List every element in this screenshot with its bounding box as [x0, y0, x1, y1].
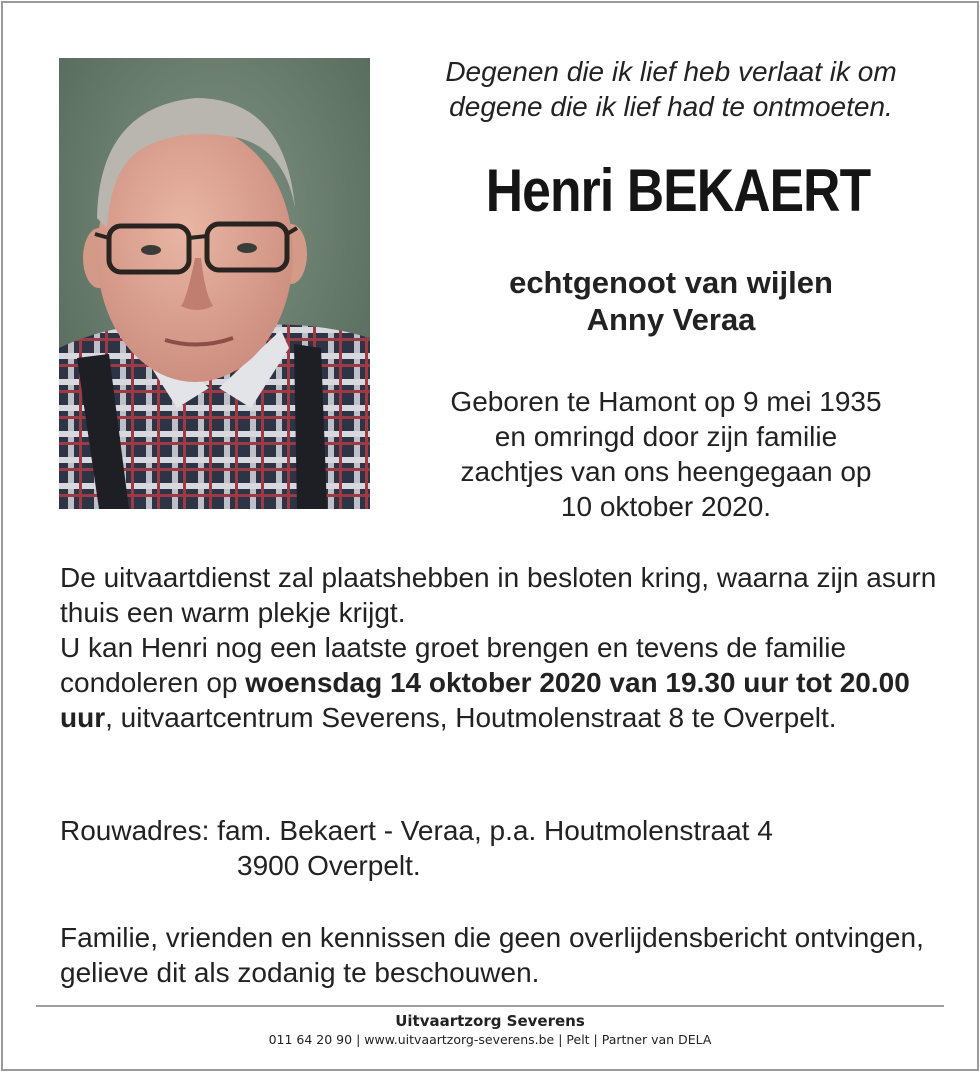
service-sentence-1: De uitvaartdienst zal plaatshebben in besloten kring, waarna zijn asurn thuis een warm plekje krijgt. — [60, 562, 937, 628]
footer-contact-info: 011 64 20 90 | www.uitvaartzorg-severens.be | Pelt | Partner van DELA — [268, 1032, 712, 1047]
service-date-time: woensdag 14 oktober 2020 van 19.30 uur tot 20.00 uur — [60, 667, 910, 733]
footer-divider — [36, 1005, 944, 1007]
epitaph-quote — [400, 54, 942, 124]
spouse-line: Anny Veraa — [586, 302, 756, 337]
birth-line: Geboren te Hamont op 9 mei 1935 — [450, 386, 882, 417]
birth-line: en omringd door zijn familie — [494, 421, 838, 452]
spouse-info — [400, 264, 942, 338]
quote-line: Degenen die ik lief heb verlaat ik om — [445, 56, 897, 87]
spouse-line: echtgenoot van wijlen — [509, 265, 833, 300]
notice-text: Familie, vrienden en kennissen die geen overlijdensbericht ontvingen, gelieve dit als zodanig te beschouwen. — [60, 922, 924, 988]
service-sentence-2 — [60, 630, 940, 735]
quote-line: degene die ik lief had te ontmoeten. — [449, 91, 893, 122]
birth-line: 10 oktober 2020. — [560, 491, 772, 522]
address-line: Rouwadres: fam. Bekaert - Veraa, p.a. Houtmolenstraat 4 — [60, 815, 773, 846]
footer-company: Uitvaartzorg Severens — [395, 1012, 585, 1030]
deceased-name: Henri BEKAERT — [485, 157, 871, 224]
mourning-address — [60, 813, 940, 883]
birth-line: zachtjes van ons heengegaan op — [460, 456, 872, 487]
service-text-start: U kan Henri nog een laatste groet brengen en tevens de familie condoleren op — [60, 632, 847, 698]
address-line: 3900 Overpelt. — [237, 850, 421, 881]
portrait-photo — [59, 58, 370, 509]
service-text-end: , uitvaartcentrum Severens, Houtmolenstraat 8 te Overpelt. — [105, 702, 837, 733]
birth-death-info — [400, 384, 932, 524]
funeral-service-text — [60, 560, 940, 735]
